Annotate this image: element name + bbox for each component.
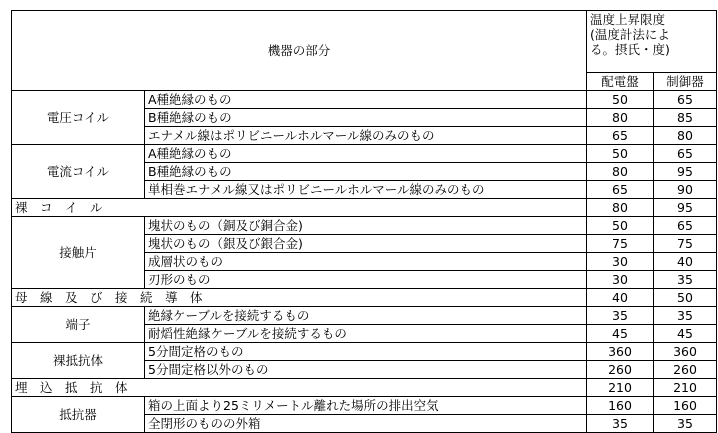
- value-controller: 40: [654, 253, 717, 271]
- value-switchboard: 260: [587, 361, 654, 379]
- header-temperature-limit: [587, 11, 717, 73]
- value-switchboard: 35: [587, 415, 654, 433]
- row-label: B種絶縁のもの: [145, 163, 587, 181]
- value-switchboard: 45: [587, 325, 654, 343]
- row-label: 刃形のもの: [145, 271, 587, 289]
- header-part: 機器の部分: [12, 11, 587, 91]
- header-col-controller: 制御器: [654, 73, 717, 91]
- temperature-limit-table: [11, 10, 717, 433]
- row-label: A種絶縁のもの: [145, 91, 587, 109]
- value-switchboard: 65: [587, 181, 654, 199]
- table-row: [12, 91, 717, 109]
- value-switchboard: 75: [587, 235, 654, 253]
- value-controller: 35: [654, 415, 717, 433]
- value-controller: 360: [654, 343, 717, 361]
- row-label: 塊状のもの（銀及び銀合金): [145, 235, 587, 253]
- value-controller: 35: [654, 271, 717, 289]
- row-label: 成層状のもの: [145, 253, 587, 271]
- value-controller: 65: [654, 217, 717, 235]
- value-controller: 160: [654, 397, 717, 415]
- row-label: 単相巻エナメル線又はポリビニールホルマール線のみのもの: [145, 181, 587, 199]
- value-controller: 80: [654, 127, 717, 145]
- value-switchboard: 30: [587, 271, 654, 289]
- value-switchboard: 360: [587, 343, 654, 361]
- row-label: 箱の上面より25ミリメートル離れた場所の排出空気: [145, 397, 587, 415]
- value-controller: 260: [654, 361, 717, 379]
- table-row: [12, 145, 717, 163]
- value-switchboard: 30: [587, 253, 654, 271]
- value-controller: 90: [654, 181, 717, 199]
- header-temp-line2: (温度計法によ: [590, 27, 670, 42]
- value-switchboard: 40: [587, 289, 654, 307]
- group-terminal: 端子: [12, 307, 145, 343]
- row-label: 耐熖性絶縁ケーブルを接続するもの: [145, 325, 587, 343]
- table-row: [12, 289, 717, 307]
- table-row: [12, 217, 717, 235]
- table-row: [12, 397, 717, 415]
- value-controller: 75: [654, 235, 717, 253]
- table-row: [12, 199, 717, 217]
- header-col-switchboard: 配電盤: [587, 73, 654, 91]
- group-resistor: 抵抗器: [12, 397, 145, 433]
- table-row: [12, 343, 717, 361]
- value-switchboard: 210: [587, 379, 654, 397]
- value-switchboard: 50: [587, 91, 654, 109]
- value-controller: 85: [654, 109, 717, 127]
- value-switchboard: 80: [587, 109, 654, 127]
- header-temp-line3: る。摂氏・度): [590, 42, 670, 57]
- row-label: B種絶縁のもの: [145, 109, 587, 127]
- value-switchboard: 80: [587, 163, 654, 181]
- value-controller: 95: [654, 163, 717, 181]
- value-switchboard: 50: [587, 145, 654, 163]
- row-label: A種絶縁のもの: [145, 145, 587, 163]
- value-switchboard: 35: [587, 307, 654, 325]
- value-controller: 35: [654, 307, 717, 325]
- value-controller: 210: [654, 379, 717, 397]
- value-controller: 95: [654, 199, 717, 217]
- header-temp-line1: 温度上昇限度: [590, 12, 666, 27]
- row-label-embedded-resistor: 埋 込 抵 抗 体: [12, 379, 587, 397]
- value-switchboard: 50: [587, 217, 654, 235]
- value-controller: 65: [654, 91, 717, 109]
- group-bare-resistor: 裸抵抗体: [12, 343, 145, 379]
- value-switchboard: 80: [587, 199, 654, 217]
- group-voltage-coil: 電圧コイル: [12, 91, 145, 145]
- row-label: 5分間定格のもの: [145, 343, 587, 361]
- header-row: [12, 11, 717, 73]
- table-row: [12, 307, 717, 325]
- value-controller: 45: [654, 325, 717, 343]
- row-label: 全閉形のものの外箱: [145, 415, 587, 433]
- value-switchboard: 160: [587, 397, 654, 415]
- value-controller: 65: [654, 145, 717, 163]
- group-contact: 接触片: [12, 217, 145, 289]
- row-label: エナメル線はポリビニールホルマール線のみのもの: [145, 127, 587, 145]
- table-row: [12, 379, 717, 397]
- value-controller: 50: [654, 289, 717, 307]
- row-label: 絶縁ケーブルを接続するもの: [145, 307, 587, 325]
- row-label: 5分間定格以外のもの: [145, 361, 587, 379]
- group-current-coil: 電流コイル: [12, 145, 145, 199]
- row-label-busbar: 母 線 及 び 接 続 導 体: [12, 289, 587, 307]
- value-switchboard: 65: [587, 127, 654, 145]
- row-label: 塊状のもの（銅及び銅合金): [145, 217, 587, 235]
- row-label-bare-coil: 裸 コ イ ル: [12, 199, 587, 217]
